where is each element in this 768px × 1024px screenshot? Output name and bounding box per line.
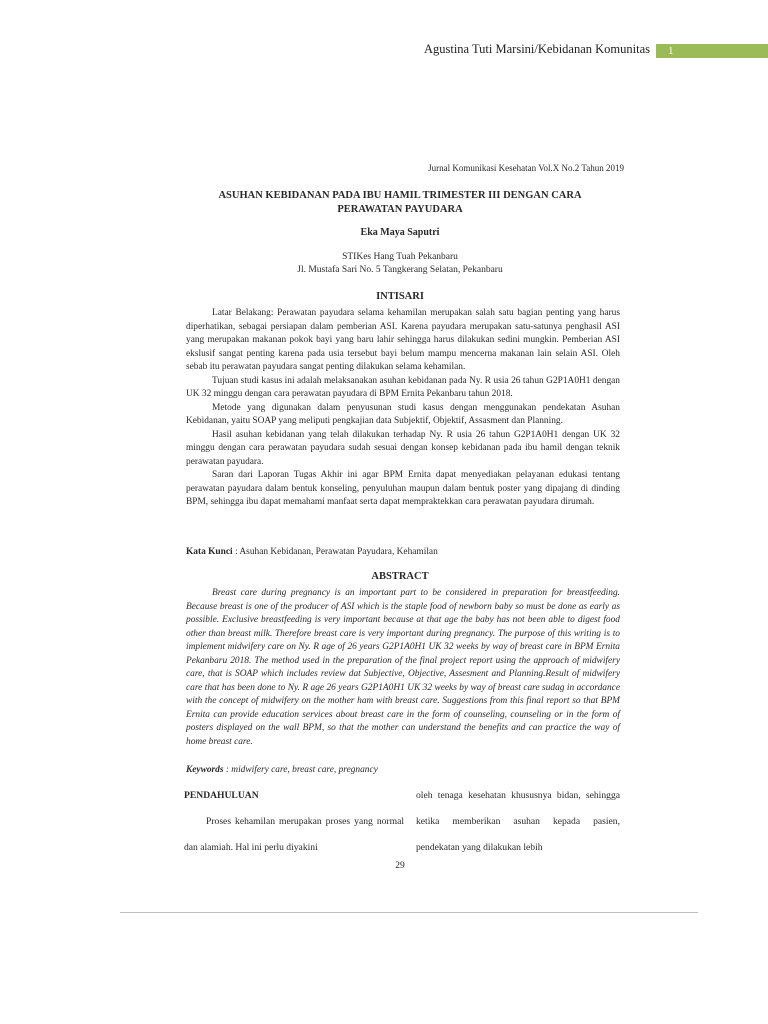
keywords-value: : midwifery care, breast care, pregnancy xyxy=(225,765,378,775)
title-line-1: ASUHAN KEBIDANAN PADA IBU HAMIL TRIMESTER III DENGAN CARA xyxy=(218,190,582,201)
paper-title xyxy=(180,189,620,217)
intisari-body xyxy=(186,307,620,510)
abstract-heading: ABSTRACT xyxy=(371,571,429,582)
affiliation-line-2: Jl. Mustafa Sari No. 5 Tangkerang Selatan, Pekanbaru xyxy=(297,265,503,275)
journal-reference: Jurnal Komunikasi Kesehatan Vol.X No.2 Tahun 2019 xyxy=(428,163,624,173)
kata-kunci-label: Kata Kunci xyxy=(186,547,233,557)
abstract-paragraph: Breast care during pregnancy is an important part to be considered in preparation for breastfeeding. Because breast is one of the producer of ASI which is the staple food of newborn baby so must be done as early as possible. Exclusive breastfeeding is very important because at that age the baby has not been able to digest food other than breast milk. Therefore breast care is very important during pregnancy. The purpose of this writing is to implement midwifery care on Ny. R age of 26 years G2P1A0H1 UK 32 weeks by way of breast care in BPM Ernita Pekanbaru 2018. The method used in the preparation of the final project report using the approach of midwifery care, that is SOAP which includes review dat Subjective, Objective, Assesment and Planning.Result of midwifery care that has been done to Ny. R age 26 years G2P1A0H1 UK 32 weeks by way of breast care sudag in accordance with the concept of midwifery on the mother ham with breast care. Suggestions from this final report so that BPM Ernita can provide education services about breast care in the form of counseling, counseling or in the form of posters displayed on the wall BPM, so that the mother can understand the benefits and can practice the way of home breast care. xyxy=(186,588,620,747)
right-column-text: oleh tenaga kesehatan khususnya bidan, sehingga ketika memberikan asuhan kepada pasien, pendekatan yang dilakukan lebih xyxy=(416,790,620,853)
affiliation xyxy=(180,251,620,277)
intisari-paragraph: Hasil asuhan kebidanan yang telah dilakukan terhadap Ny. R usia 26 tahun G2P1A0H1 dengan UK 32 minggu dengan cara perawatan payudara sudah sesuai dengan konsep kebidanan pada ibu hamil dengan teknik perawatan payudara. xyxy=(186,429,620,467)
left-column xyxy=(184,783,404,861)
kata-kunci-value: : Asuhan Kebidanan, Perawatan Payudara, Kehamilan xyxy=(234,547,438,557)
journal-page-number: 29 xyxy=(395,861,405,871)
header-text: Agustina Tuti Marsini/Kebidanan Komunitas xyxy=(423,42,650,56)
right-column xyxy=(416,783,620,861)
intisari-heading: INTISARI xyxy=(376,291,424,302)
scanned-journal-page xyxy=(180,155,624,875)
affiliation-line-1: STIKes Hang Tuah Pekanbaru xyxy=(342,252,458,262)
intisari-paragraph: Metode yang digunakan dalam penyusunan studi kasus dengan menggunakan pendekatan Asuhan Kebidanan, yaitu SOAP yang meliputi pengkajian data Subjektif, Objektif, Assasment dan Planning. xyxy=(186,402,620,426)
page-number-badge: 1 xyxy=(656,44,768,58)
keywords-label: Keywords xyxy=(186,765,224,775)
intisari-paragraph: Latar Belakang: Perawatan payudara selama kehamilan merupakan salah satu bagian penting yang harus diperhatikan, sebagai persiapan dalam pemberian ASI. Karena payudara merupakan satu-satunya penghasil ASI yang merupakan makanan pokok bayi yang baru lahir sehingga harus dilakukan sedini mungkin. Pemberian ASI ekslusif sangat penting karena pada usia tersebut bayi belum mampu mencerna makanan lain selain ASI. Oleh sebab itu perawatan payudara sangat penting dilakukan selama kehamilan. xyxy=(186,308,620,372)
intisari-paragraph: Saran dari Laporan Tugas Akhir ini agar BPM Ernita dapat menyediakan pelayanan edukasi tentang perawatan payudara dalam bentuk konseling, penyuluhan maupun dalam bentuk poster yang dipajang di dinding BPM, sehingga ibu dapat memahami manfaat serta dapat mempraktekkan cara perawatan payudara dirumah. xyxy=(186,470,620,507)
section-heading: PENDAHULUAN xyxy=(184,790,259,801)
abstract-body xyxy=(186,587,620,749)
kata-kunci xyxy=(186,547,620,557)
keywords xyxy=(186,765,620,775)
footer-divider xyxy=(120,912,698,913)
author: Eka Maya Saputri xyxy=(360,227,440,238)
title-line-2: PERAWATAN PAYUDARA xyxy=(337,204,463,215)
left-column-text: Proses kehamilan merupakan proses yang normal dan alamiah. Hal ini perlu diyakini xyxy=(184,816,404,853)
intisari-paragraph: Tujuan studi kasus ini adalah melaksanakan asuhan kebidanan pada Ny. R usia 26 tahun G2P1A0H1 dengan UK 32 minggu dengan cara perawatan payudara di BPM Ernita Pekanbaru tahun 2018. xyxy=(186,375,620,399)
document-header xyxy=(0,40,768,62)
